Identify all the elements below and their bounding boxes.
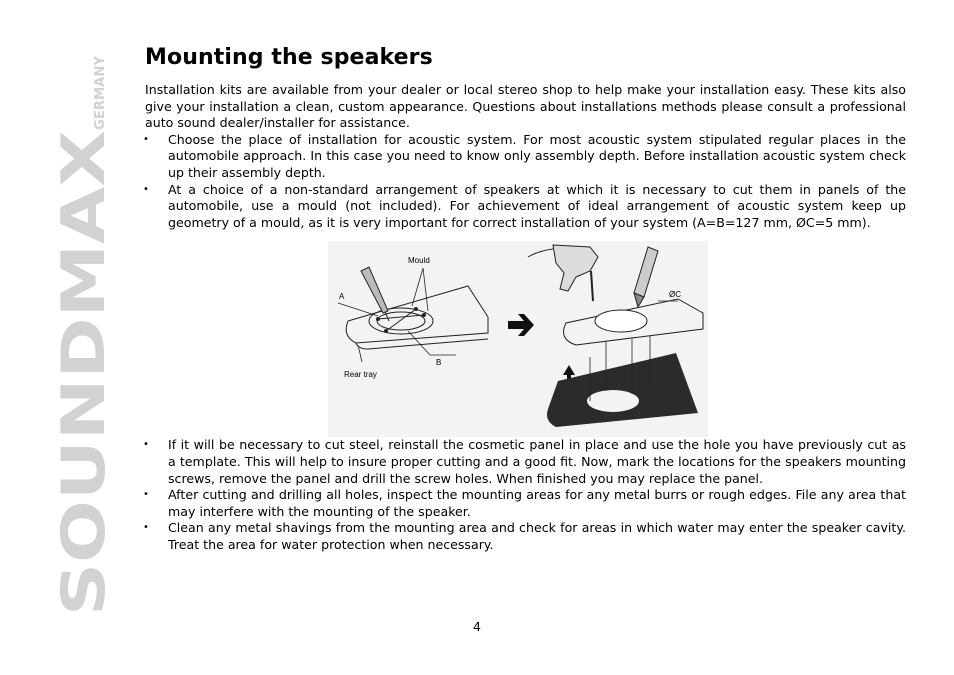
bullet-icon: • <box>143 489 149 501</box>
cosmetic-panel-drawing <box>564 299 703 345</box>
label-c: ØC <box>669 290 681 300</box>
brand-watermark <box>38 50 119 620</box>
list-item-text: After cutting and drilling all holes, inspect the mounting areas for any metal burrs or rough edges. File any area that may interfere with the mounting of the speaker. <box>168 487 906 519</box>
list-item <box>145 520 906 553</box>
list-item-text: At a choice of a non-standard arrangement of speakers at which it is necessary to cut them in panels of the automobile, use a mould (not included). For achievement of ideal arrangement of acoustic system keep up geometry of a mould, as it is very important for correct installation of your system (A=B=127 mm, ØC=5 mm). <box>168 181 906 230</box>
bullet-icon: • <box>143 183 149 195</box>
list-item-text: Choose the place of installation for acoustic system. For most acoustic system stipulated regular places in the automobile approach. In this case you need to know only assembly depth. Before installation acoustic system check up their assembly depth. <box>168 131 906 180</box>
brand-logo-text: SOUNDMAX <box>49 220 119 616</box>
bullet-icon: • <box>143 133 149 145</box>
right-arrow-icon <box>508 314 534 336</box>
label-rear-tray: Rear tray <box>344 370 377 380</box>
bullet-list-bottom <box>145 437 906 553</box>
installation-illustration <box>328 241 708 437</box>
rear-tray-drawing <box>346 286 488 349</box>
brand-logo-subtext: GERMANY <box>93 57 108 130</box>
page-title: Mounting the speakers <box>145 45 433 70</box>
list-item <box>145 182 906 232</box>
intro-paragraph: Installation kits are available from your dealer or local stereo shop to help make your installation easy. These kits also give your installation a clean, custom appearance. Questions about installations methods please consult a professional auto sound dealer/installer for assistance. <box>145 82 906 131</box>
main-content <box>145 45 906 554</box>
steel-panel-drawing <box>547 331 698 427</box>
list-item-text: Clean any metal shavings from the mounting area and check for areas in which water may enter the speaker cavity. Treat the area for water protection when necessary. <box>168 520 906 552</box>
drill-icon <box>528 245 598 301</box>
bullet-list-top <box>145 132 906 232</box>
list-item <box>145 437 906 487</box>
list-item-text: If it will be necessary to cut steel, reinstall the cosmetic panel in place and use the hole you have previously cut as a template. This will help to insure proper cutting and a good fit. Now, mark the locations for the speakers mounting screws, remove the panel and drill the screw holes. When finished you may replace the panel. <box>168 437 906 486</box>
page-number: 4 <box>473 619 481 634</box>
label-a: A <box>339 292 345 302</box>
list-item <box>145 487 906 520</box>
label-b: B <box>436 358 442 368</box>
list-item <box>145 132 906 182</box>
bullet-icon: • <box>143 439 149 451</box>
bullet-icon: • <box>143 522 149 534</box>
label-mould: Mould <box>408 256 430 266</box>
cutter-knife-icon <box>634 247 658 307</box>
